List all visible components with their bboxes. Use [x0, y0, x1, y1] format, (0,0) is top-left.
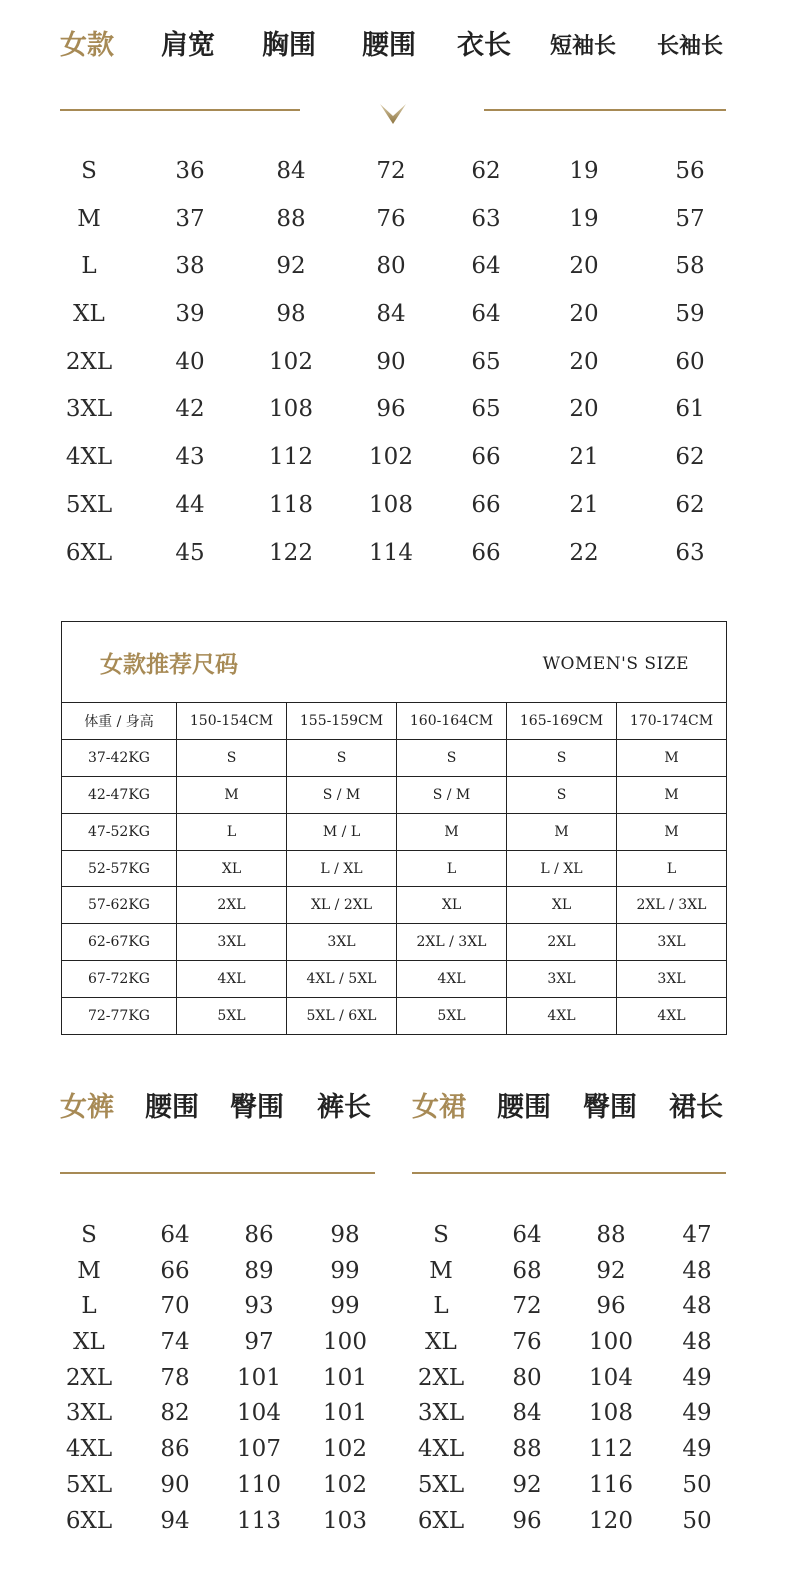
- recommend-row: [62, 850, 727, 887]
- recommend-size-cell: XL: [177, 850, 287, 887]
- skirt-cell: 72: [512, 1293, 542, 1320]
- pants-cell: 98: [330, 1222, 360, 1248]
- pants-size-label: 6XL: [65, 1507, 113, 1534]
- pants-size-label: S: [81, 1222, 97, 1248]
- tops-cell: 80: [376, 253, 406, 280]
- recommend-size-cell: 5XL: [397, 998, 507, 1035]
- recommend-weight-cell: 57-62KG: [62, 887, 177, 924]
- recommend-weight-cell: 37-42KG: [62, 739, 177, 776]
- recommend-size-cell: XL: [507, 887, 617, 924]
- tops-cell: 72: [376, 158, 406, 184]
- pants-category: 女裤: [60, 1092, 114, 1123]
- recommend-size-cell: 5XL / 6XL: [287, 998, 397, 1035]
- recommend-size-cell: S: [507, 739, 617, 776]
- tops-category: 女款: [60, 30, 114, 61]
- tops-size-label: 5XL: [65, 491, 113, 518]
- pants-header-length: 裤长: [317, 1092, 371, 1123]
- pants-cell: 66: [160, 1257, 190, 1284]
- tops-cell: 64: [471, 301, 501, 328]
- skirt-size-label: 5XL: [417, 1471, 465, 1498]
- pants-cell: 94: [160, 1507, 190, 1534]
- pants-cell: 99: [330, 1293, 360, 1320]
- tops-cell: 37: [175, 205, 205, 232]
- tops-size-label: 3XL: [65, 396, 113, 423]
- pants-cell: 89: [244, 1257, 274, 1284]
- pants-cell: 82: [160, 1400, 190, 1427]
- skirt-cell: 80: [512, 1364, 542, 1391]
- tops-cell: 20: [569, 253, 599, 280]
- tops-row: [0, 530, 790, 578]
- tops-cell: 60: [675, 348, 705, 375]
- recommend-size-cell: L: [177, 813, 287, 850]
- tops-cell: 61: [675, 396, 705, 423]
- recommend-row: [62, 776, 727, 813]
- skirt-cell: 50: [682, 1471, 712, 1498]
- skirt-size-label: 4XL: [417, 1436, 465, 1463]
- pants-size-label: 5XL: [65, 1471, 113, 1498]
- tops-cell: 65: [471, 348, 501, 375]
- recommend-size-cell: 2XL: [177, 887, 287, 924]
- tops-cell: 58: [675, 253, 705, 280]
- recommend-row: [62, 813, 727, 850]
- recommend-size-cell: L / XL: [507, 850, 617, 887]
- pants-size-label: 2XL: [65, 1364, 113, 1391]
- tops-row: [0, 434, 790, 482]
- bottoms-row: [0, 1504, 790, 1540]
- tops-size-label: 6XL: [65, 539, 113, 566]
- tops-row: [0, 243, 790, 291]
- skirt-category: 女裙: [412, 1092, 466, 1123]
- recommend-size-cell: 4XL: [397, 961, 507, 998]
- bottoms-row: [0, 1432, 790, 1468]
- recommend-size-cell: M: [397, 813, 507, 850]
- skirt-cell: 96: [596, 1293, 626, 1320]
- tops-cell: 64: [471, 253, 501, 280]
- tops-cell: 38: [175, 253, 205, 280]
- pants-cell: 102: [323, 1471, 367, 1498]
- tops-cell: 102: [269, 348, 313, 375]
- recommend-size-cell: 4XL / 5XL: [287, 961, 397, 998]
- bottoms-table: [0, 1218, 790, 1539]
- bottoms-row: [0, 1218, 790, 1254]
- tops-cell: 98: [276, 301, 306, 328]
- tops-cell: 45: [175, 539, 205, 566]
- pants-cell: 97: [244, 1329, 274, 1356]
- tops-size-label: XL: [73, 301, 105, 328]
- tops-header-short-sleeve: 短袖长: [550, 33, 617, 59]
- tops-cell: 112: [269, 444, 313, 471]
- tops-cell: 108: [269, 396, 313, 423]
- recommend-size-cell: 3XL: [287, 924, 397, 961]
- tops-cell: 36: [175, 158, 205, 184]
- pants-size-label: M: [77, 1257, 101, 1284]
- recommend-header-cell: 155-159CM: [287, 703, 397, 740]
- recommend-size-cell: 4XL: [617, 998, 727, 1035]
- recommend-size-cell: S / M: [287, 776, 397, 813]
- pants-cell: 113: [237, 1507, 281, 1534]
- pants-size-label: XL: [73, 1329, 105, 1356]
- tops-cell: 102: [369, 444, 413, 471]
- tops-header-chest: 胸围: [262, 30, 316, 61]
- pants-size-label: 3XL: [65, 1400, 113, 1427]
- recommend-size-cell: 2XL: [507, 924, 617, 961]
- pants-header-waist: 腰围: [145, 1092, 199, 1123]
- pants-cell: 110: [237, 1471, 281, 1498]
- skirt-cell: 104: [589, 1364, 633, 1391]
- skirt-cell: 50: [682, 1507, 712, 1534]
- pants-cell: 70: [160, 1293, 190, 1320]
- tops-size-label: 4XL: [65, 444, 113, 471]
- skirt-cell: 48: [682, 1329, 712, 1356]
- bottoms-row: [0, 1468, 790, 1504]
- tops-cell: 92: [276, 253, 306, 280]
- skirt-cell: 84: [512, 1400, 542, 1427]
- skirt-size-label: XL: [425, 1329, 457, 1356]
- skirt-cell: 49: [682, 1364, 712, 1391]
- tops-size-label: S: [81, 158, 97, 184]
- tops-header: [60, 26, 728, 66]
- skirt-header-length: 裙长: [669, 1092, 723, 1123]
- tops-cell: 62: [675, 444, 705, 471]
- bottoms-row: [0, 1396, 790, 1432]
- recommend-size-cell: XL: [397, 887, 507, 924]
- recommend-size-cell: 2XL / 3XL: [617, 887, 727, 924]
- recommend-weight-cell: 42-47KG: [62, 776, 177, 813]
- tops-header-waist: 腰围: [362, 30, 416, 61]
- pants-size-label: 4XL: [65, 1436, 113, 1463]
- skirt-cell: 49: [682, 1436, 712, 1463]
- recommend-weight-cell: 62-67KG: [62, 924, 177, 961]
- recommend-row: [62, 887, 727, 924]
- skirt-header-hip: 臀围: [583, 1092, 637, 1123]
- tops-cell: 21: [569, 444, 599, 471]
- tops-cell: 76: [376, 205, 406, 232]
- tops-cell: 57: [675, 205, 705, 232]
- tops-cell: 84: [376, 301, 406, 328]
- tops-header-long-sleeve: 长袖长: [657, 33, 724, 59]
- tops-row: [0, 482, 790, 530]
- skirt-size-label: S: [433, 1222, 449, 1248]
- skirt-cell: 48: [682, 1257, 712, 1284]
- skirt-cell: 49: [682, 1400, 712, 1427]
- skirt-cell: 68: [512, 1257, 542, 1284]
- skirt-cell: 120: [589, 1507, 633, 1534]
- tops-cell: 66: [471, 491, 501, 518]
- tops-cell: 122: [269, 539, 313, 566]
- pants-cell: 78: [160, 1364, 190, 1391]
- skirt-cell: 116: [589, 1471, 633, 1498]
- recommend-row: [62, 924, 727, 961]
- skirt-cell: 88: [512, 1436, 542, 1463]
- recommend-size-cell: 2XL / 3XL: [397, 924, 507, 961]
- tops-cell: 62: [675, 491, 705, 518]
- tops-cell: 88: [276, 205, 306, 232]
- tops-header-shoulder: 肩宽: [161, 30, 215, 61]
- tops-cell: 59: [675, 301, 705, 328]
- recommend-size-cell: M: [177, 776, 287, 813]
- tops-divider-left: [60, 109, 300, 111]
- pants-cell: 101: [323, 1364, 367, 1391]
- bottoms-row: [0, 1361, 790, 1397]
- pants-cell: 64: [160, 1222, 190, 1248]
- pants-cell: 93: [244, 1293, 274, 1320]
- recommend-size-cell: 4XL: [507, 998, 617, 1035]
- tops-cell: 39: [175, 301, 205, 328]
- recommend-size-cell: M: [507, 813, 617, 850]
- recommend-size-cell: M: [617, 813, 727, 850]
- tops-divider-right: [484, 109, 726, 111]
- tops-cell: 20: [569, 301, 599, 328]
- recommend-title-en: WOMEN'S SIZE: [542, 654, 689, 674]
- recommend-size-cell: XL / 2XL: [287, 887, 397, 924]
- tops-table: [0, 148, 790, 577]
- tops-cell: 22: [569, 539, 599, 566]
- recommend-header-cell: 165-169CM: [507, 703, 617, 740]
- recommend-size-cell: S: [177, 739, 287, 776]
- pants-cell: 86: [244, 1222, 274, 1248]
- pants-cell: 90: [160, 1471, 190, 1498]
- tops-row: [0, 148, 790, 196]
- recommend-size-cell: 3XL: [177, 924, 287, 961]
- recommend-size-cell: L: [397, 850, 507, 887]
- recommend-weight-cell: 67-72KG: [62, 961, 177, 998]
- tops-cell: 118: [269, 491, 313, 518]
- pants-cell: 74: [160, 1329, 190, 1356]
- recommend-row: [62, 961, 727, 998]
- tops-cell: 62: [471, 158, 501, 184]
- tops-cell: 66: [471, 539, 501, 566]
- pants-header: [60, 1088, 380, 1128]
- recommend-size-cell: M: [617, 739, 727, 776]
- tops-cell: 43: [175, 444, 205, 471]
- skirt-cell: 48: [682, 1293, 712, 1320]
- pants-cell: 103: [323, 1507, 367, 1534]
- recommend-header-cell: 150-154CM: [177, 703, 287, 740]
- skirt-size-label: 6XL: [417, 1507, 465, 1534]
- recommend-table: [61, 702, 727, 1035]
- tops-header-length: 衣长: [457, 30, 511, 61]
- tops-cell: 90: [376, 348, 406, 375]
- skirt-size-label: 3XL: [417, 1400, 465, 1427]
- skirt-cell: 76: [512, 1329, 542, 1356]
- pants-cell: 107: [237, 1436, 281, 1463]
- skirt-cell: 47: [682, 1222, 712, 1248]
- tops-cell: 20: [569, 348, 599, 375]
- recommend-weight-cell: 52-57KG: [62, 850, 177, 887]
- skirt-size-label: 2XL: [417, 1364, 465, 1391]
- skirt-cell: 88: [596, 1222, 626, 1248]
- tops-cell: 63: [471, 205, 501, 232]
- tops-row: [0, 291, 790, 339]
- chevron-down-icon: [378, 100, 408, 130]
- tops-size-label: M: [77, 205, 101, 232]
- tops-cell: 108: [369, 491, 413, 518]
- skirt-cell: 108: [589, 1400, 633, 1427]
- tops-size-label: L: [81, 253, 97, 280]
- tops-cell: 19: [569, 205, 599, 232]
- tops-cell: 114: [369, 539, 413, 566]
- skirt-header-waist: 腰围: [497, 1092, 551, 1123]
- recommend-row: [62, 739, 727, 776]
- skirt-cell: 92: [512, 1471, 542, 1498]
- recommend-size-cell: 3XL: [507, 961, 617, 998]
- tops-cell: 65: [471, 396, 501, 423]
- skirt-cell: 96: [512, 1507, 542, 1534]
- recommend-size-cell: S / M: [397, 776, 507, 813]
- recommend-size-cell: L / XL: [287, 850, 397, 887]
- tops-cell: 96: [376, 396, 406, 423]
- skirt-cell: 92: [596, 1257, 626, 1284]
- pants-divider: [60, 1172, 375, 1174]
- recommend-size-cell: L: [617, 850, 727, 887]
- recommend-size-cell: M / L: [287, 813, 397, 850]
- tops-size-label: 2XL: [65, 348, 113, 375]
- recommend-box: [61, 621, 727, 1035]
- pants-cell: 102: [323, 1436, 367, 1463]
- tops-cell: 21: [569, 491, 599, 518]
- tops-cell: 44: [175, 491, 205, 518]
- tops-cell: 56: [675, 158, 705, 184]
- tops-cell: 63: [675, 539, 705, 566]
- recommend-header-cell: 170-174CM: [617, 703, 727, 740]
- recommend-size-cell: 5XL: [177, 998, 287, 1035]
- skirt-cell: 100: [589, 1329, 633, 1356]
- recommend-size-cell: 3XL: [617, 961, 727, 998]
- recommend-size-cell: S: [507, 776, 617, 813]
- skirt-size-label: M: [429, 1257, 453, 1284]
- recommend-weight-cell: 47-52KG: [62, 813, 177, 850]
- recommend-size-cell: 4XL: [177, 961, 287, 998]
- tops-cell: 19: [569, 158, 599, 184]
- bottoms-row: [0, 1289, 790, 1325]
- recommend-weight-cell: 72-77KG: [62, 998, 177, 1035]
- bottoms-row: [0, 1254, 790, 1290]
- skirt-header: [412, 1088, 732, 1128]
- skirt-cell: 112: [589, 1436, 633, 1463]
- pants-cell: 104: [237, 1400, 281, 1427]
- recommend-size-cell: 3XL: [617, 924, 727, 961]
- skirt-size-label: L: [433, 1293, 449, 1320]
- recommend-header-cell: 体重 / 身高: [62, 703, 177, 740]
- recommend-header-row: [62, 703, 727, 740]
- pants-cell: 86: [160, 1436, 190, 1463]
- tops-cell: 20: [569, 396, 599, 423]
- pants-size-label: L: [81, 1293, 97, 1320]
- recommend-header-cell: 160-164CM: [397, 703, 507, 740]
- tops-cell: 40: [175, 348, 205, 375]
- tops-row: [0, 386, 790, 434]
- tops-row: [0, 196, 790, 244]
- recommend-title: 女款推荐尺码: [100, 651, 238, 678]
- pants-cell: 100: [323, 1329, 367, 1356]
- recommend-row: [62, 998, 727, 1035]
- pants-header-hip: 臀围: [230, 1092, 284, 1123]
- tops-cell: 42: [175, 396, 205, 423]
- tops-row: [0, 339, 790, 387]
- recommend-size-cell: S: [287, 739, 397, 776]
- pants-cell: 99: [330, 1257, 360, 1284]
- skirt-cell: 64: [512, 1222, 542, 1248]
- recommend-size-cell: S: [397, 739, 507, 776]
- tops-cell: 84: [276, 158, 306, 184]
- skirt-divider: [412, 1172, 726, 1174]
- tops-cell: 66: [471, 444, 501, 471]
- pants-cell: 101: [237, 1364, 281, 1391]
- bottoms-row: [0, 1325, 790, 1361]
- recommend-size-cell: M: [617, 776, 727, 813]
- pants-cell: 101: [323, 1400, 367, 1427]
